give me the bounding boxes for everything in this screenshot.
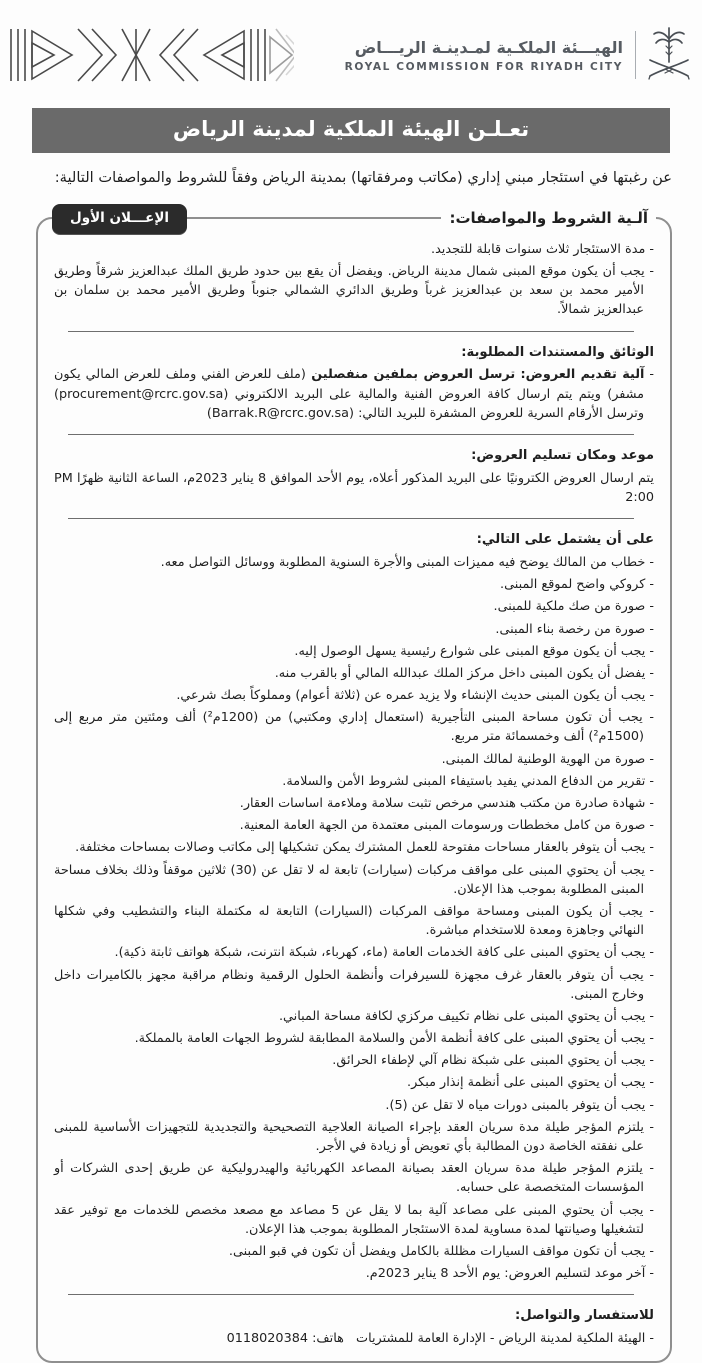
documents-item-lead: آلية تقديم العروض: ترسل العروض بملفين منفصلين: [305, 367, 645, 383]
requirement-item: - يجب أن يتوفر بالمبنى دورات مياه لا تقل عن (5).: [54, 1096, 654, 1115]
delivery-text: يتم ارسال العروض الكترونيًا على البريد المذكور أعلاه، يوم الأحد الموافق 8 يناير 2023م، الساعة الثانية ظهرًا: [72, 470, 654, 486]
requirement-item: - يجب أن يكون موقع المبنى على شوارع رئيسية يسهل الوصول إليه.: [54, 642, 654, 661]
requirements-list: [54, 553, 654, 1283]
terms-box: [36, 208, 672, 1363]
contact-item: - الهيئة الملكية لمدينة الرياض - الإدارة العامة للمشتريات هاتف: 0118020384: [54, 1329, 654, 1348]
section-heading-delivery: موعد ومكان تسليم العروض:: [471, 448, 654, 463]
section-divider: [68, 434, 634, 435]
requirement-item: - يجب أن يحتوي المبنى على مواقف مركبات (سيارات) تابعة له لا تقل عن (30) ثلاثين موقفاً وذلك بخلاف مساحة المبنى المطلوبة بموجب هذا الإعلان.: [54, 861, 654, 899]
rcrc-logo-english: ROYAL COMMISSION FOR RIYADH CITY: [344, 60, 623, 73]
logo-divider: [635, 31, 636, 79]
requirement-item: - خطاب من المالك يوضح فيه مميزات المبنى والأجرة السنوية المطلوبة ووسائل التواصل معه.: [54, 553, 654, 572]
requirement-item: - يجب أن يتوفر بالعقار مساحات مفتوحة للعمل المشترك يمكن تشكيلها إلى مكاتب وصالات بمساحات مختلفة.: [54, 838, 654, 857]
requirement-item: - يجب أن يكون المبنى حديث الإنشاء ولا يزيد عمره عن (ثلاثة أعوام) ومملوكاً بصك شرعي.: [54, 686, 654, 705]
requirement-item: - شهادة صادرة من مكتب هندسي مرخص تثبت سلامة وملاءمة اساسات العقار.: [54, 794, 654, 813]
requirement-item: - يجب أن يحتوي المبنى على شبكة نظام آلي لإطفاء الحرائق.: [54, 1051, 654, 1070]
requirement-item: - صورة من صك ملكية للمبنى.: [54, 597, 654, 616]
requirement-item: - كروكي واضح لموقع المبنى.: [54, 575, 654, 594]
requirement-item: - يلتزم المؤجر طيلة مدة سريان العقد بصيانة المصاعد الكهربائية والهيدروليكية عن طريق إحدى الشركات أو المؤسسات المتخصصة على حسابه.: [54, 1159, 654, 1197]
brand-group: [345, 26, 694, 84]
requirement-item: - يجب أن يحتوي المبنى على أنظمة إنذار مبكر.: [54, 1073, 654, 1092]
requirement-item: - يجب أن تكون مواقف السيارات مظللة بالكامل ويفضل أن تكون في قبو المبنى.: [54, 1242, 654, 1261]
section-heading-contact: للاستفسار والتواصل:: [515, 1308, 654, 1324]
section-divider: [68, 331, 634, 332]
section-divider: [68, 1294, 634, 1295]
announcement-banner-title: تعـلـن الهيئة الملكية لمدينة الرياض: [32, 108, 670, 153]
brand-pattern-icon: [8, 27, 294, 83]
requirement-item: - يجب أن يحتوي المبنى على كافة أنظمة الأمن والسلامة المطابقة لشروط الجهات العامة بالمملكة.: [54, 1029, 654, 1048]
section-heading-documents: الوثائق والمستندات المطلوبة:: [461, 344, 654, 360]
terms-list: [54, 240, 654, 320]
terms-legend: آلـية الشروط والمواصفات:: [441, 207, 656, 230]
saudi-emblem-icon: [648, 26, 690, 84]
requirement-item: - يجب أن تكون مساحة المبنى التأجيرية (استعمال إداري ومكتبي) من (1200م²) ألف ومئتين متر مربع إلى (1500م²) ألف وخمسمائة متر مربع.: [54, 708, 654, 746]
requirement-item: - صورة من الهوية الوطنية لمالك المبنى.: [54, 750, 654, 769]
documents-item: [54, 365, 654, 423]
section-heading-requirements: على أن يشتمل على التالي:: [476, 532, 654, 548]
requirement-item: - يجب أن يحتوي المبنى على كافة الخدمات العامة (ماء، كهرباء، شبكة انترنت، شبكة هواتف ثابتة ذكية).: [54, 943, 654, 962]
announcement-number-badge: الإعـــلان الأول: [52, 204, 187, 234]
requirement-item: - يجب أن يحتوي المبنى على مصاعد آلية بما لا يقل عن 5 مصاعد مع مصعد مخصص للخدمات مع توفير عقد لتشغيلها وصيانتها لمدة مساوية لمدة الاستئجار المطلوبة بموجب هذا الإعلان.: [54, 1201, 654, 1239]
requirement-item: - صورة من رخصة بناء المبنى.: [54, 620, 654, 639]
requirement-item: - يجب أن يكون المبنى ومساحة مواقف المركبات (السيارات) التابعة له مكتملة البناء والتشطيب وفي شكلها النهائي وجاهزة ومعدة للاستخدام مباشرة.: [54, 902, 654, 940]
term-item: - مدة الاستئجار ثلاث سنوات قابلة للتجديد.: [54, 240, 654, 259]
delivery-time: PM 2:00: [54, 470, 654, 505]
intro-paragraph: عن رغبتها في استئجار مبني إداري (مكاتب ومرفقاتها) بمدينة الرياض وفقاً للشروط والمواصفات التالية:: [54, 169, 672, 186]
page-header: [0, 0, 702, 84]
rcrc-logo-arabic: الهيـــئة الملكـية لمـدينـة الريـــاض: [354, 37, 623, 57]
section-divider: [68, 518, 634, 519]
requirement-item: - يلتزم المؤجر طيلة مدة سريان العقد بإجراء الصيانة العلاجية التصحيحية والتجديدية للتجهيزات الأساسية للمبنى على نفقته الخاصة دون المطالبة بأي تعويض أو زيادة في الأجر.: [54, 1118, 654, 1156]
requirement-item: - يفضل أن يكون المبنى داخل مركز الملك عبدالله المالي أو بالقرب منه.: [54, 664, 654, 683]
term-item: - يجب أن يكون موقع المبنى شمال مدينة الرياض. ويفضل أن يقع بين حدود طريق الملك عبدالعزيز شرقاً وطريق الأمير محمد بن سعد بن عبدالعزيز غرباً وطريق الدائري الشمالي جنوباً وطريق الأمير محمد بن سلمان بن عبدالعزيز شمالاً.: [54, 262, 654, 320]
requirement-item: - آخر موعد لتسليم العروض: يوم الأحد 8 يناير 2023م.: [54, 1264, 654, 1283]
requirement-item: - تقرير من الدفاع المدني يفيد باستيفاء المبنى لشروط الأمن والسلامة.: [54, 772, 654, 791]
requirement-item: - يجب أن يتوفر بالعقار غرف مجهزة للسيرفرات وأنظمة الحلول الرقمية ونظام مراقبة مجهز بالكاميرات داخل وخارج المبنى.: [54, 966, 654, 1004]
requirement-item: - صورة من كامل مخططات ورسومات المبنى معتمدة من الجهة العامة المعنية.: [54, 816, 654, 835]
requirement-item: - يجب أن يحتوي المبنى على نظام تكييف مركزي لكافة مساحة المباني.: [54, 1007, 654, 1026]
documents-item-rest: (ملف للعرض الفني وملف للعرض المالي يكون مشفر) ويتم يتم ارسال كافة العروض الفنية والمالية على البريد الالكتروني (procurement@rcrc.gov.sa) وترسل الأرقام السرية للعروض المشفرة للبريد التالي: (Barrak.R@rcrc.gov.sa): [54, 367, 644, 421]
delivery-paragraph: [54, 469, 654, 507]
